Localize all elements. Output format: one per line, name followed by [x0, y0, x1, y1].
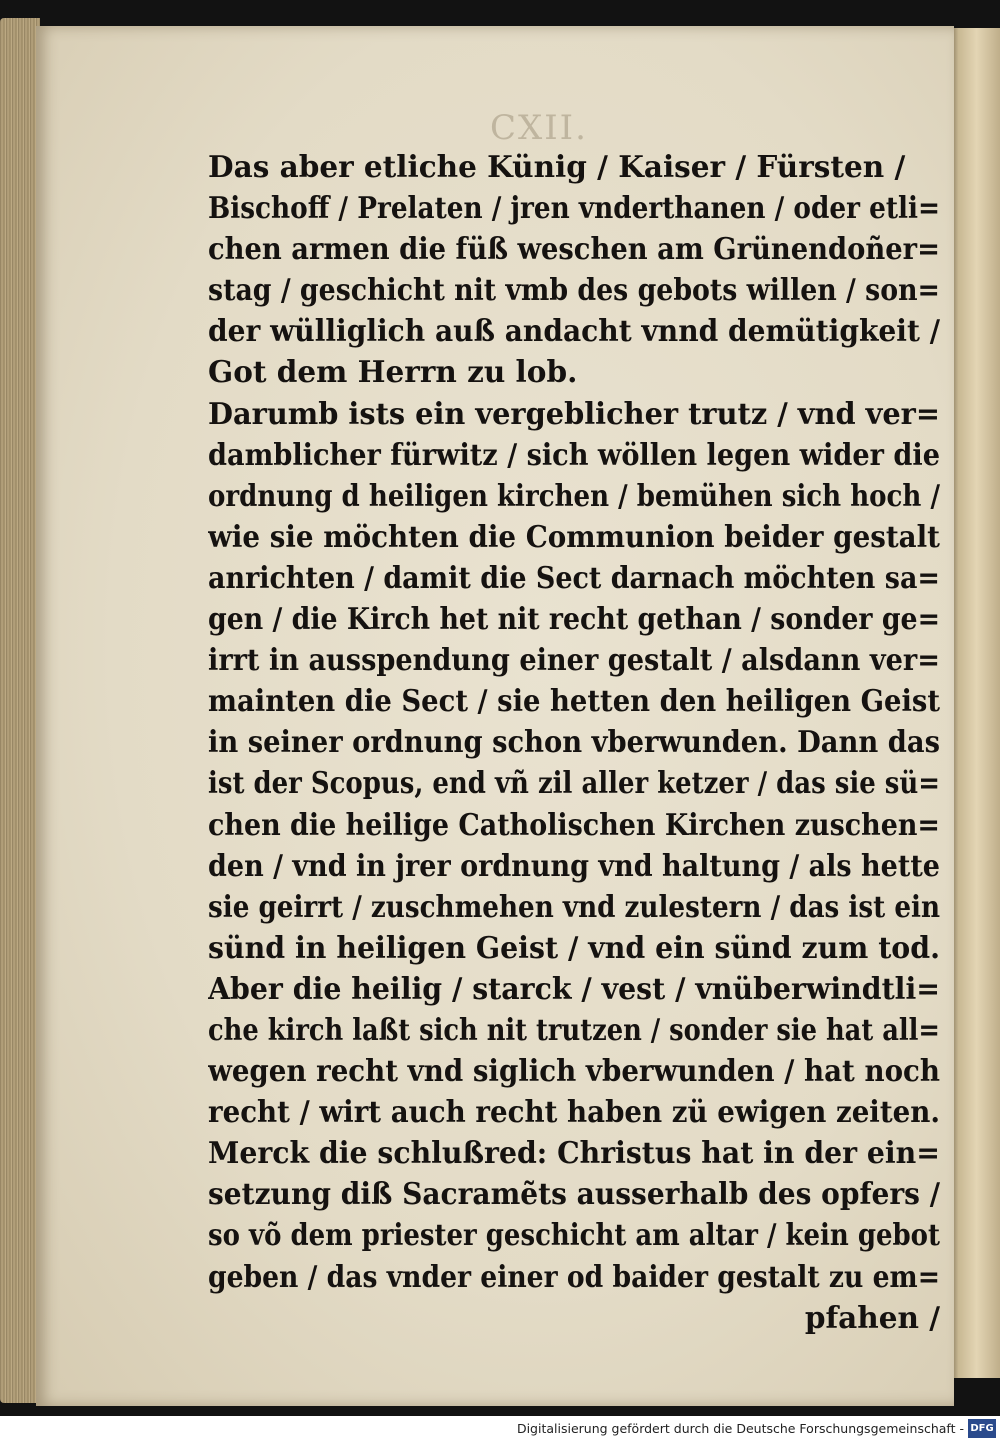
text-line: ist der Scopus, end vñ zil aller ketzer / das sie sü=	[208, 765, 940, 801]
text-line: sünd in heiligen Geist / vnd ein sünd zum tod.	[208, 929, 940, 965]
footer-credit-text: Digitalisierung gefördert durch die Deutsche Forschungsgemeinschaft -	[516, 1421, 964, 1436]
text-line: stag / geschicht nit vmb des gebots willen / son=	[208, 272, 940, 308]
text-line: so võ dem priester geschicht am altar / kein gebot	[208, 1217, 940, 1253]
text-line: wegen recht vnd siglich vberwunden / hat noch	[208, 1053, 940, 1089]
page-text-block	[208, 146, 940, 1338]
text-line: der wülliglich auß andacht vnnd demütigkeit /	[208, 313, 940, 349]
text-line: Got dem Herrn zu lob.	[208, 354, 578, 390]
text-line: recht / wirt auch recht haben zü ewigen zeiten.	[208, 1094, 940, 1130]
digitization-footer	[0, 1416, 1000, 1442]
text-line: irrt in ausspendung einer gestalt / alsdann ver=	[208, 642, 940, 678]
text-line: Bischoff / Prelaten / jren vnderthanen / oder etli=	[208, 190, 940, 226]
text-line: sie geirrt / zuschmehen vnd zulestern / das ist ein	[208, 888, 940, 924]
text-line: Darumb ists ein vergeblicher trutz / vnd ver=	[208, 395, 940, 431]
text-line: mainten die Sect / sie hetten den heiligen Geist	[208, 683, 940, 719]
text-line: den / vnd in jrer ordnung vnd haltung / als hette	[208, 847, 940, 883]
book-page-edges-left	[0, 18, 40, 1403]
text-line: Merck die schlußred: Christus hat in der ein=	[208, 1135, 940, 1171]
text-line: Das aber etliche Künig / Kaiser / Fürsten /	[208, 149, 906, 184]
text-line: pfahen /	[804, 1299, 940, 1335]
text-line: damblicher fürwitz / sich wöllen legen wider die	[208, 436, 940, 472]
text-line: Aber die heilig / starck / vest / vnüberwindtli=	[208, 970, 940, 1006]
page-folio-number: CXII.	[490, 108, 588, 148]
text-line: setzung diß Sacramẽts ausserhalb des opfers /	[208, 1176, 940, 1212]
text-line: anrichten / damit die Sect darnach möchten sa=	[208, 559, 940, 595]
text-line: in seiner ordnung schon vberwunden. Dann das	[208, 724, 940, 760]
text-line: geben / das vnder einer od baider gestalt zu em=	[208, 1258, 940, 1294]
text-line: chen armen die füß weschen am Grünendoñer=	[208, 231, 940, 267]
book-page-edges-right	[948, 28, 1000, 1378]
dfg-logo: DFG	[968, 1419, 996, 1438]
text-line: ordnung d heiligen kirchen / bemühen sich hoch /	[208, 477, 940, 513]
text-line: chen die heilige Catholischen Kirchen zuschen=	[208, 806, 940, 842]
text-line: che kirch laßt sich nit trutzen / sonder sie hat all=	[208, 1011, 940, 1047]
text-line: gen / die Kirch het nit recht gethan / sonder ge=	[208, 601, 940, 637]
text-line: wie sie möchten die Communion beider gestalt	[208, 518, 940, 554]
